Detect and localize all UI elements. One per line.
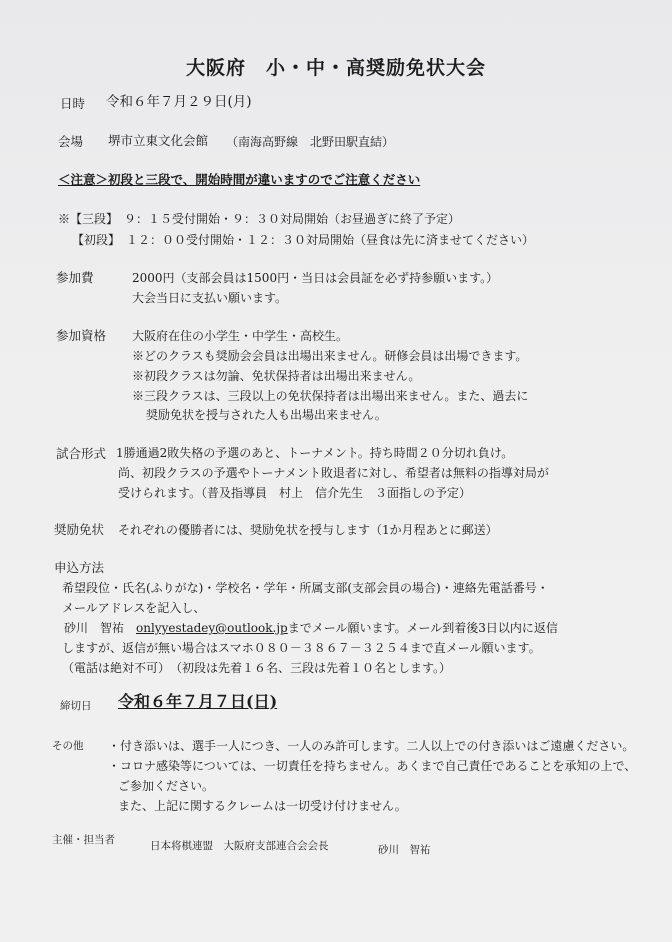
- venue-note: （南海高野線 北野田駅直結）: [226, 135, 395, 149]
- format-label: 試合形式: [56, 446, 107, 461]
- date-label: 日時: [60, 96, 86, 111]
- date-value: 令和６年７月２９日(月): [106, 94, 252, 110]
- other-line1: ・付き添いは、選手一人につき、一人のみ許可します。二人以上での付き添いはご遠慮ください。: [108, 739, 635, 753]
- eligibility-line5: 奨励免状を授与された人も出場出来ません。: [146, 408, 387, 422]
- fee-line2: 大会当日に支払い願います。: [132, 291, 288, 305]
- award-label: 奨励免状: [54, 522, 105, 537]
- application-line1: 希望段位・氏名(ふりがな)・学校名・学年・所属支部(支部会員の場合)・連絡先電話番号・: [62, 581, 549, 595]
- organizer-label: 主催・担当者: [52, 834, 115, 846]
- other-line4: また、上記に関するクレームは一切受け付けません。: [118, 799, 407, 813]
- application-line3: [64, 620, 558, 636]
- page-title: 大阪府 小・中・高奨励免状大会: [185, 57, 486, 79]
- organizer-name: 砂川 智祐: [378, 844, 431, 856]
- eligibility-line4: ※三段クラスは、三段以上の免状保持者は出場出来ません。また、過去に: [132, 389, 529, 403]
- format-line2: 尚、初段クラスの予選やトーナメント敗退者に対し、希望者は無料の指導対局が: [118, 466, 549, 480]
- venue-label: 会場: [58, 134, 84, 149]
- application-line3-rest: までメール願います。メール到着後3日以内に返信: [287, 621, 558, 635]
- contact-name: 砂川 智祐: [64, 621, 137, 635]
- award-value: それぞれの優勝者には、奨励免状を授与します（1か月程あとに郵送）: [118, 523, 498, 537]
- schedule-shodan: 【初段】 １２：００受付開始・１２：３０対局開始（昼食は先に済ませてください）: [72, 233, 535, 247]
- eligibility-line3: ※初段クラスは勿論、免状保持者は出場出来ません。: [132, 369, 421, 383]
- application-line4: しますが、返信が無い場合はスマホ０８０－３８６７－３２５４まで直メール願います。: [62, 641, 541, 655]
- venue-value: 堺市立東文化会館: [108, 133, 209, 148]
- application-line5: （電話は絶対不可） （初段は先着１６名、三段は先着１０名とします。）: [62, 661, 452, 675]
- format-line1: 1勝通過2敗失格の予選のあと、トーナメント。持ち時間２０分切れ負け。: [116, 446, 514, 460]
- schedule-sandan: ※【三段】 ９：１５受付開始・９：３０対局開始（お昼過ぎに終了予定）: [58, 212, 461, 226]
- application-label: 申込方法: [54, 560, 105, 575]
- organizer-org: 日本将棋連盟 大阪府支部連合会会長: [150, 840, 329, 852]
- eligibility-label: 参加資格: [56, 328, 107, 343]
- email-link[interactable]: onlyyestadey@outlook.jp: [136, 621, 288, 635]
- other-line2: ・コロナ感染等については、一切責任を持ちません。あくまで自己責任であることを承知の上で、: [108, 759, 637, 773]
- notice: ＜注意＞初段と三段で、開始時間が違いますのでご注意ください: [58, 172, 421, 187]
- other-line3: ご参加ください。: [118, 779, 215, 793]
- application-line2: メールアドレスを記入し、: [62, 601, 206, 615]
- eligibility-line1: 大阪府在住の小学生・中学生・高校生。: [132, 329, 349, 343]
- deadline-label: 締切日: [60, 700, 92, 712]
- other-label: その他: [52, 740, 84, 752]
- eligibility-line2: ※どのクラスも奨励会会員は出場出来ません。研修会員は出場できます。: [132, 349, 528, 363]
- deadline-value: 令和６年７月７日(日): [118, 692, 278, 711]
- fee-label: 参加費: [56, 270, 94, 285]
- fee-line1: 2000円（支部会員は1500円・当日は会員証を必ず持参願います。）: [132, 271, 499, 285]
- format-line3: 受けられます。（普及指導員 村上 信介先生 ３面指しの予定）: [118, 486, 472, 500]
